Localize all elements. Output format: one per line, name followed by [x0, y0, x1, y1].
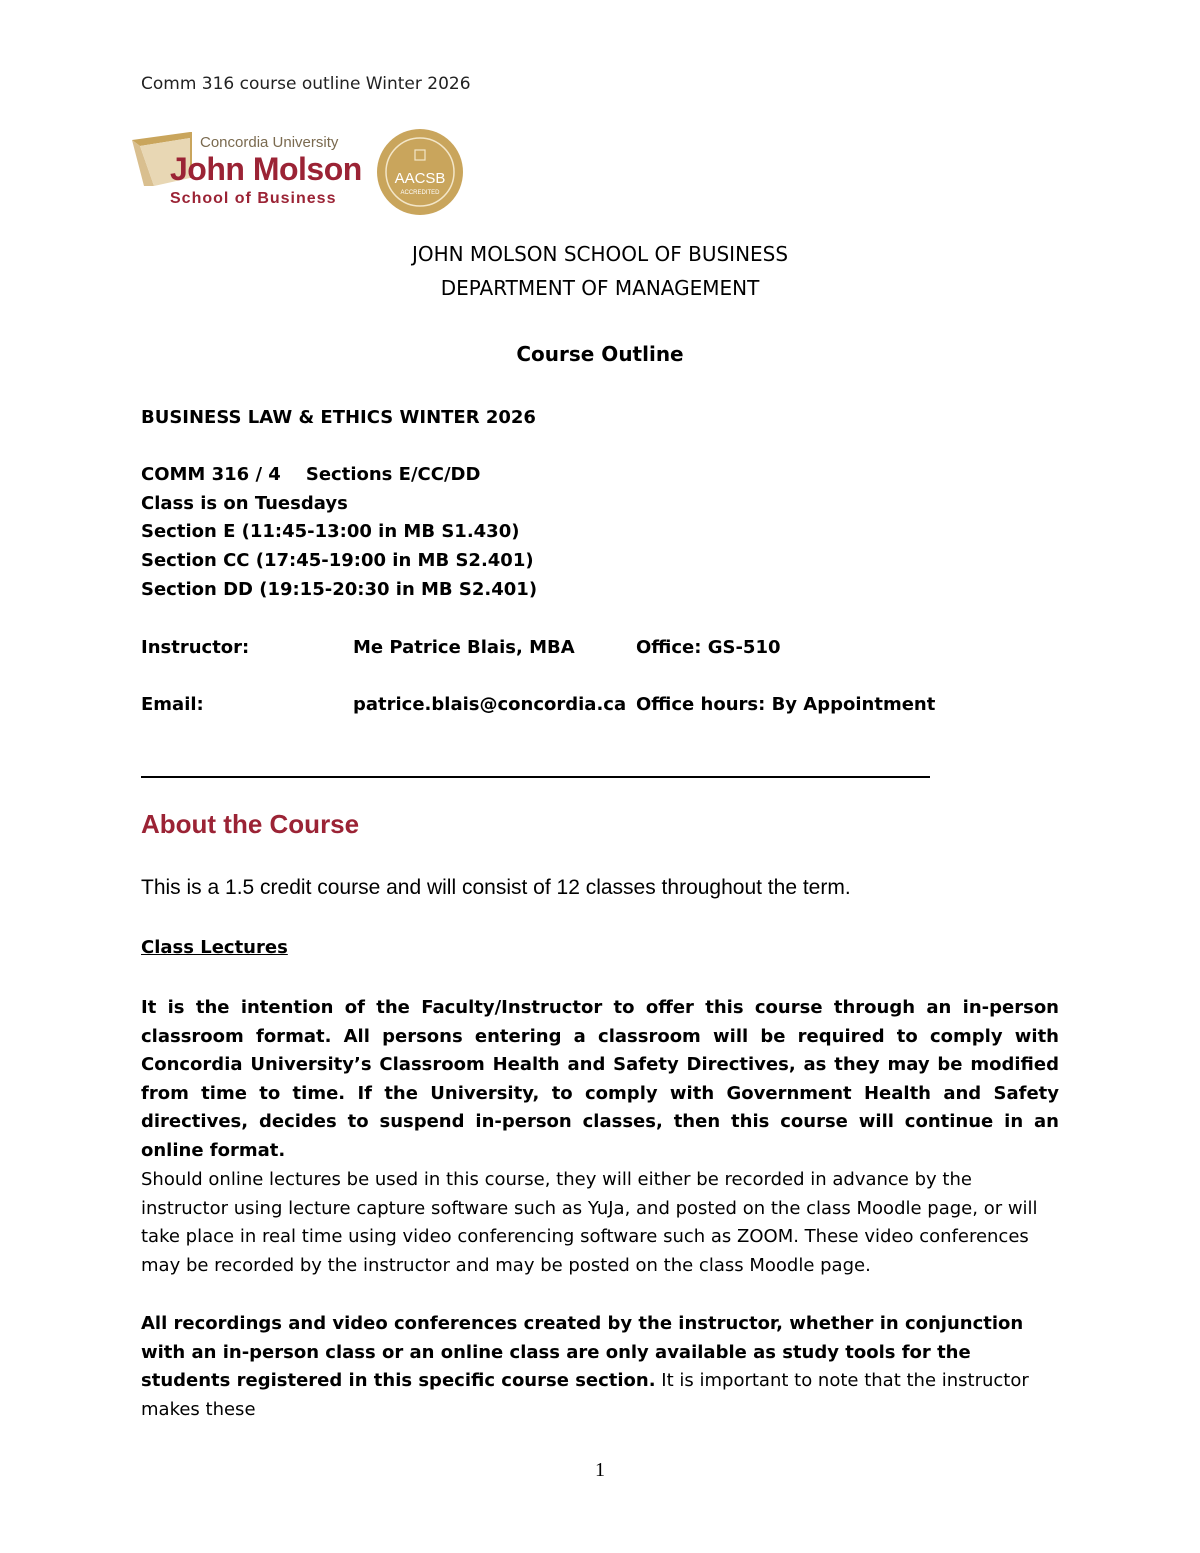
title-school: JOHN MOLSON SCHOOL OF BUSINESS — [411, 242, 789, 266]
email-label: Email: — [141, 694, 204, 715]
section-e-schedule: Section E (11:45-13:00 in MB S1.430) — [141, 521, 520, 542]
section-dd-schedule: Section DD (19:15-20:30 in MB S2.401) — [141, 579, 538, 600]
aacsb-seal — [376, 128, 464, 216]
course-name-term: BUSINESS LAW & ETHICS WINTER 2026 — [141, 407, 536, 428]
divider — [141, 776, 930, 778]
logo-university: Concordia University — [200, 134, 339, 151]
class-lectures-heading: Class Lectures — [141, 937, 288, 958]
lectures-paragraph-2: Should online lectures be used in this course, they will either be recorded in advance by the instructor using lecture capture software such as YuJa, and posted on the class Moodle page, or will take place in real time using video conferencing software such as ZOOM. These video conferences may be recorded by the instructor and may be posted on the class Moodle page. — [141, 1169, 1038, 1276]
instructor-label: Instructor: — [141, 637, 250, 658]
class-day: Class is on Tuesdays — [141, 493, 348, 514]
seal-subtext: ACCREDITED — [400, 190, 440, 196]
office-location: Office: GS-510 — [636, 637, 781, 658]
section-cc-schedule: Section CC (17:45-19:00 in MB S2.401) — [141, 550, 534, 571]
office-hours: Office hours: By Appointment — [636, 694, 936, 715]
seal-text: AACSB — [394, 170, 446, 187]
logo-block — [130, 126, 470, 218]
page-number: 1 — [595, 1459, 605, 1481]
page-header: Comm 316 course outline Winter 2026 — [141, 74, 471, 94]
lectures-paragraph-1: It is the intention of the Faculty/Instructor to offer this course through an in-person classroom format. All persons entering a classroom will be required to comply with Concordia University’s Classroom Health and Safety Directives, as they may be modified from time to time. If the University, to comply with Government Health and Safety directives, decides to suspend in-person classes, then this course will continue in an online format. — [141, 997, 1059, 1161]
email-link[interactable]: patrice.blais@concordia.ca — [353, 694, 627, 715]
logo-school-name: John Molson — [170, 151, 362, 187]
paragraph-3-bold: All recordings and video conferences created by the instructor, whether in conjunction with an in-person class or an online class are only available as study tools for the students registered in this specific course section. — [141, 1313, 1024, 1391]
title-department: DEPARTMENT OF MANAGEMENT — [440, 276, 760, 300]
lectures-paragraph-3 — [141, 1310, 1059, 1424]
title-course-outline: Course Outline — [516, 342, 684, 366]
course-code-sections: COMM 316 / 4 Sections E/CC/DD — [141, 464, 481, 485]
logo-school-sub: School of Business — [170, 190, 337, 207]
instructor-value: Me Patrice Blais, MBA — [353, 637, 575, 658]
paragraph-3-rest: It is important to note that the instructor makes these — [141, 1370, 1029, 1420]
credit-line: This is a 1.5 credit course and will consist of 12 classes throughout the term. — [141, 876, 851, 899]
about-heading: About the Course — [141, 809, 360, 839]
